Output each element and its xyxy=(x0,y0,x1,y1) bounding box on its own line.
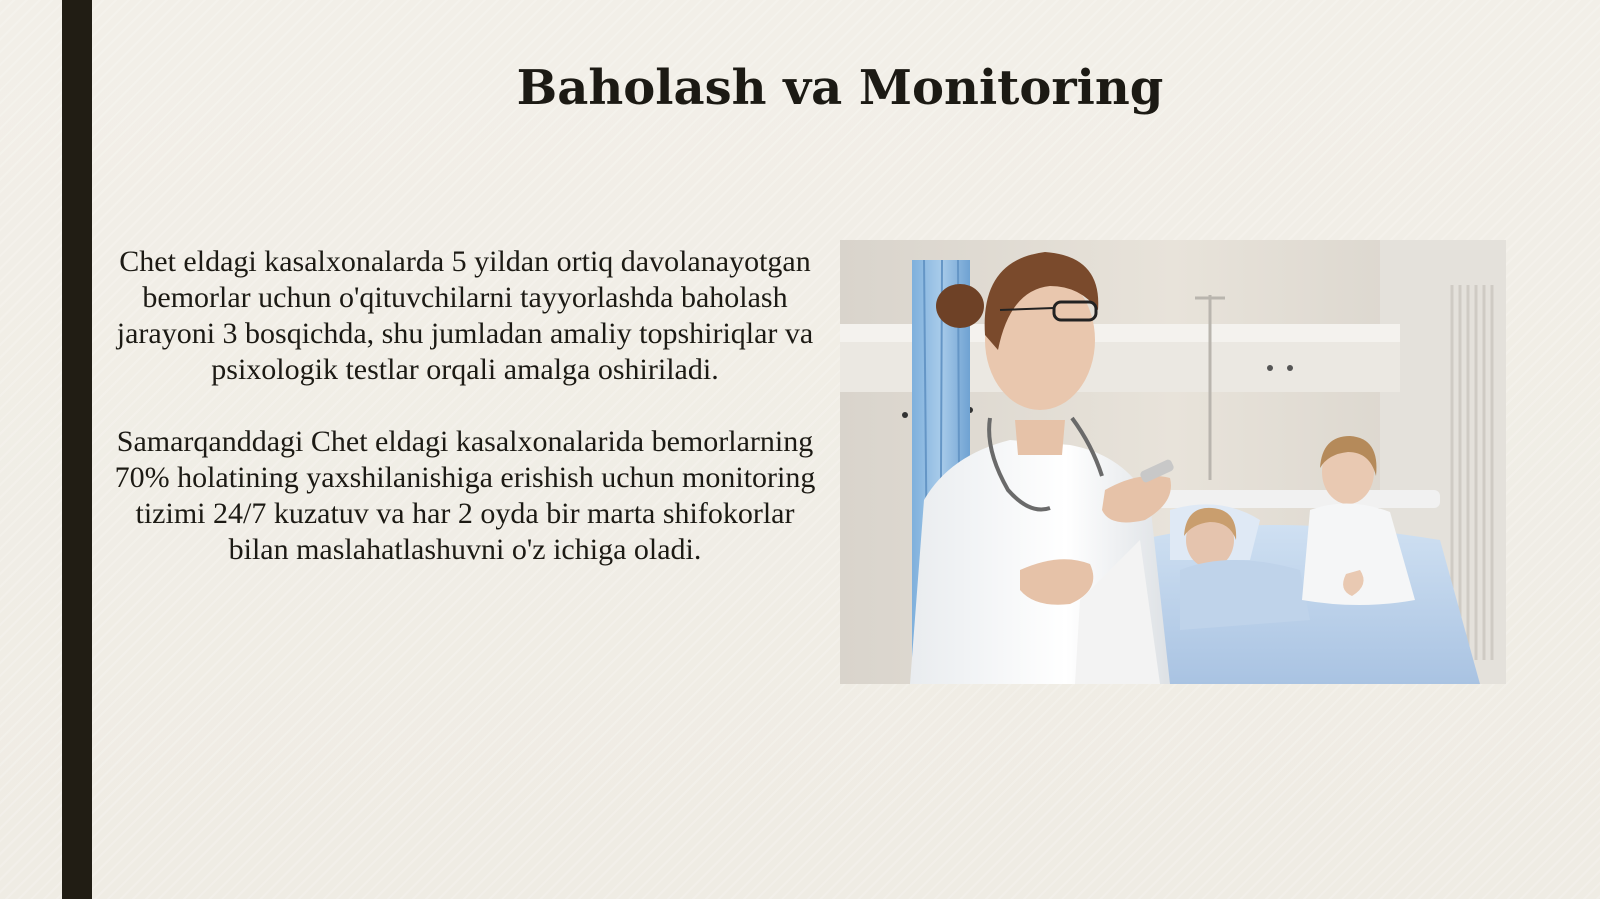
paragraph-monitoring: Samarqanddagi Chet eldagi kasalxonalarida bemorlarning 70% holatining yaxshilanishiga erishish uchun monitoring tizimi 24/7 kuzatuv va har 2 oyda bir marta shifokorlar bilan maslahatlashuvni o'z ichiga oladi. xyxy=(114,425,816,566)
hospital-photo xyxy=(840,240,1506,684)
slide-body-text xyxy=(108,244,822,604)
panel-outlet xyxy=(1287,365,1293,371)
slide-title: Baholash va Monitoring xyxy=(516,60,1164,116)
accent-side-bar xyxy=(62,0,92,899)
bed-headboard xyxy=(1140,490,1440,508)
paragraph-assessment: Chet eldagi kasalxonalarda 5 yildan ortiq davolanayotgan bemorlar uchun o'qituvchilarni tayyorlashda baholash jarayoni 3 bosqichda, shu jumladan amaliy topshiriqlar va psixologik testlar orqali amalga oshiriladi. xyxy=(116,245,814,386)
panel-outlet xyxy=(902,412,908,418)
panel-outlet xyxy=(1267,365,1273,371)
hospital-ward-illustration xyxy=(840,240,1506,684)
